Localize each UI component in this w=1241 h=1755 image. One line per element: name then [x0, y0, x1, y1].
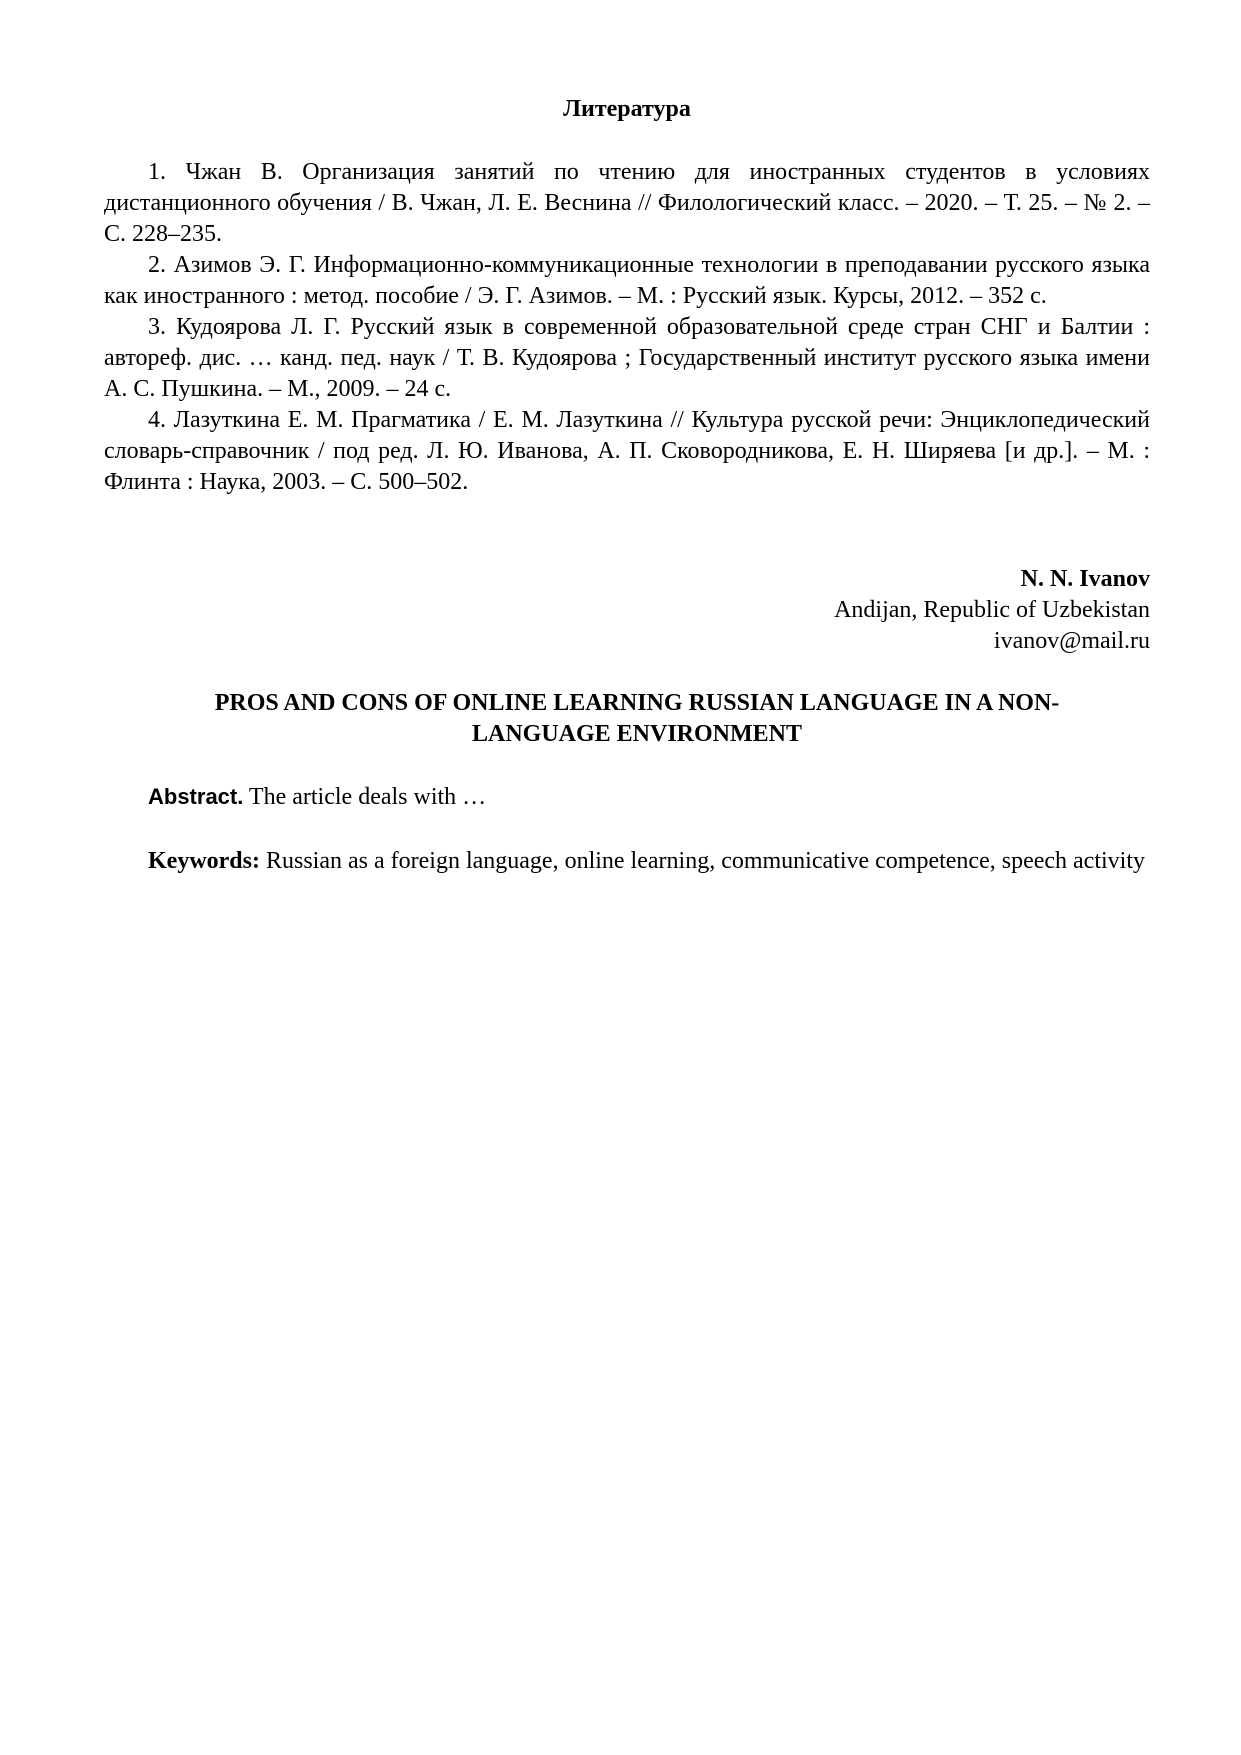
reference-item: 1. Чжан В. Организация занятий по чтению для иностранных студентов в условиях дистанционного обучения / В. Чжан, Л. Е. Веснина // Филологический класс. – 2020. – Т. 25. – № 2. – С. 228–235. — [104, 159, 1150, 247]
abstract-text: The article deals with … — [243, 784, 487, 810]
keywords-text: Russian as a foreign language, online learning, communicative competence, speech activity — [259, 848, 1146, 874]
author-location: Andijan, Republic of Uzbekistan — [834, 597, 1150, 623]
article-title-line: LANGUAGE ENVIRONMENT — [471, 721, 803, 747]
abstract — [104, 781, 1150, 813]
literature-heading: Литература — [563, 96, 691, 122]
author-name: N. N. Ivanov — [1020, 566, 1150, 592]
reference-item: 4. Лазуткина Е. М. Прагматика / Е. М. Лазуткина // Культура русской речи: Энциклопедический словарь-справочник / под ред. Л. Ю. Иванова, А. П. Сковородникова, Е. Н. Ширяева [и др.]. – М. : Флинта : Наука, 2003. – С. 500–502. — [104, 407, 1150, 495]
article-title-line: PROS AND CONS OF ONLINE LEARNING RUSSIAN LANGUAGE IN A NON- — [214, 690, 1060, 716]
keywords-label: Keywords: — [148, 848, 260, 874]
reference-list — [104, 157, 1150, 498]
abstract-label: Abstract. — [148, 784, 244, 809]
reference-item: 3. Кудоярова Л. Г. Русский язык в современной образовательной среде стран СНГ и Балтии : автореф. дис. … канд. пед. наук / Т. В. Кудоярова ; Государственный институт русского языка имени А. С. Пушкина. – М., 2009. – 24 с. — [104, 314, 1150, 402]
keywords — [104, 846, 1150, 877]
author-block — [550, 564, 1150, 657]
author-email: ivanov@mail.ru — [993, 628, 1150, 654]
article-title — [124, 688, 1150, 750]
reference-item: 2. Азимов Э. Г. Информационно-коммуникационные технологии в преподавании русского языка как иностранного : метод. пособие / Э. Г. Азимов. – М. : Русский язык. Курсы, 2012. – 352 с. — [104, 252, 1150, 309]
